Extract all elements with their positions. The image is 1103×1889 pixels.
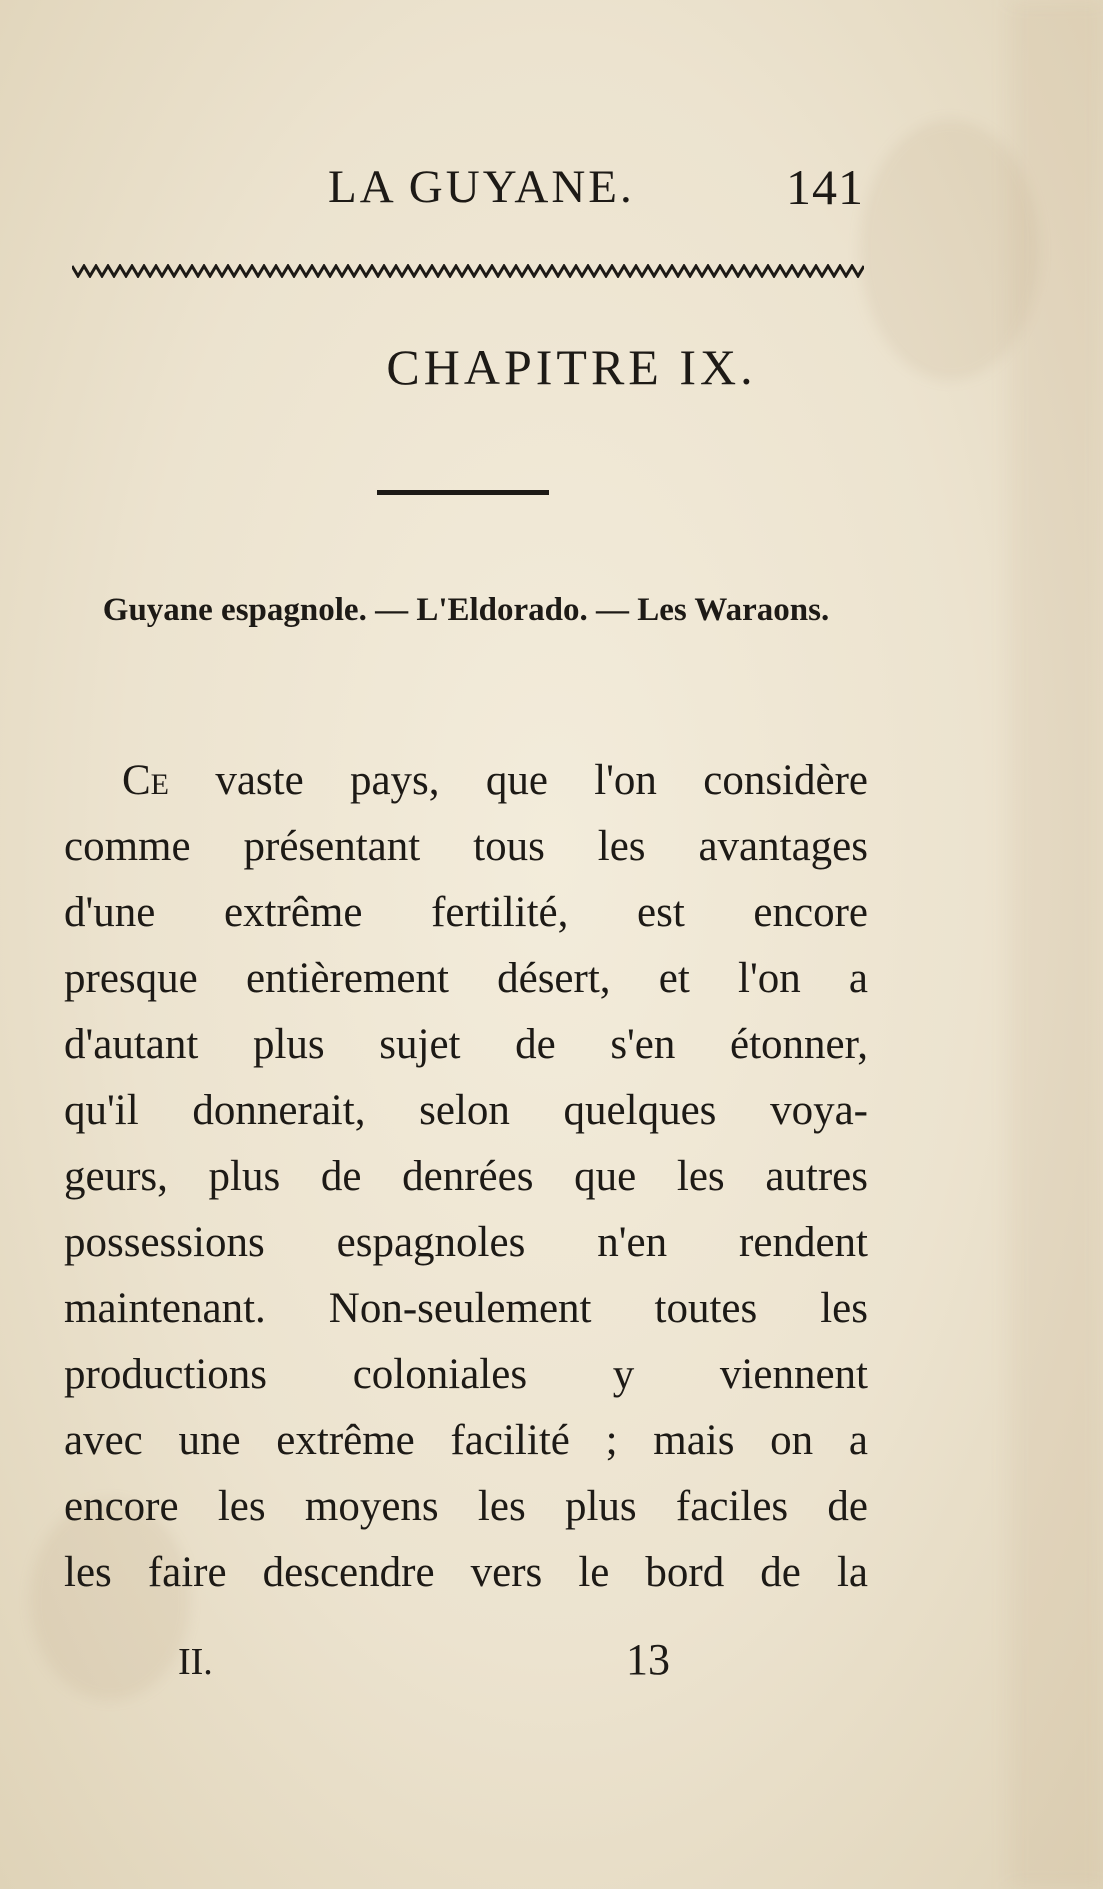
body-text bbox=[64, 748, 868, 1606]
section-rule bbox=[377, 490, 549, 495]
page-edge-shadow bbox=[1010, 0, 1103, 1889]
text-line: comme présentant tous les avantages bbox=[64, 823, 868, 870]
chapter-title: CHAPITRE IX. bbox=[386, 339, 757, 395]
running-head bbox=[0, 160, 1103, 220]
text-line: d'autant plus sujet de s'en étonner, bbox=[64, 1021, 868, 1068]
page-number: 141 bbox=[786, 159, 864, 215]
text-line bbox=[64, 748, 868, 814]
lead-initial: Ce bbox=[122, 757, 170, 804]
text-line: qu'il donnerait, selon quelques voya- bbox=[64, 1087, 868, 1134]
text-line-content: vaste pays, que l'on considère bbox=[169, 757, 868, 804]
text-line: avec une extrême facilité ; mais on a bbox=[64, 1417, 868, 1464]
chapter-summary: Guyane espagnole. — L'Eldorado. — Les Waraons. bbox=[102, 592, 830, 628]
text-line: maintenant. Non-seulement toutes les bbox=[64, 1285, 868, 1332]
text-line: les faire descendre vers le bord de la bbox=[64, 1549, 868, 1596]
ornamental-rule bbox=[72, 264, 864, 278]
text-line: geurs, plus de denrées que les autres bbox=[64, 1153, 868, 1200]
volume-number: II. bbox=[178, 1641, 213, 1683]
text-line: possessions espagnoles n'en rendent bbox=[64, 1219, 868, 1266]
text-line: encore les moyens les plus faciles de bbox=[64, 1483, 868, 1530]
text-line: productions coloniales y viennent bbox=[64, 1351, 868, 1398]
signature-mark: 13 bbox=[626, 1635, 670, 1684]
text-line: presque entièrement désert, et l'on a bbox=[64, 955, 868, 1002]
running-title: LA GUYANE. bbox=[328, 161, 635, 213]
text-line: d'une extrême fertilité, est encore bbox=[64, 889, 868, 936]
